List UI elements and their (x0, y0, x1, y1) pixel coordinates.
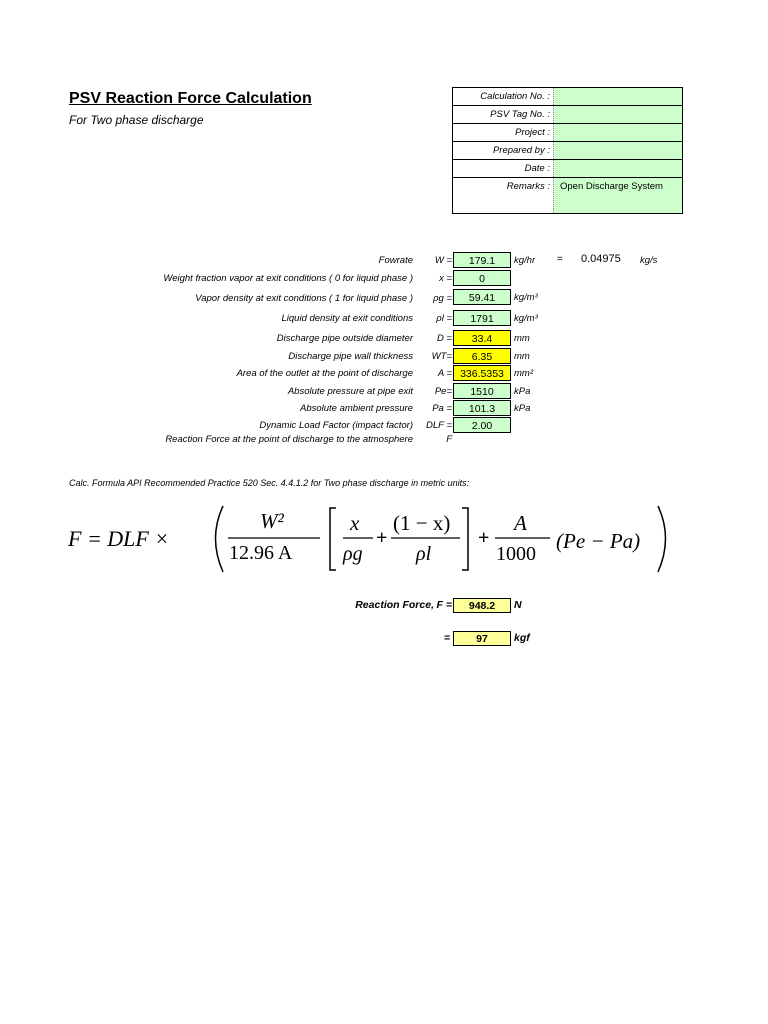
right-paren (658, 506, 666, 572)
info-row-calc-no (453, 88, 682, 106)
dlf-symbol: DLF = (426, 420, 452, 431)
denominator-1296a: 12.96 A (229, 542, 293, 564)
ambient-pressure-unit: kPa (514, 403, 531, 414)
tag-no-field[interactable] (553, 106, 682, 123)
pipe-od-label: Discharge pipe outside diameter (276, 333, 413, 344)
flowrate-label: Fowrate (378, 255, 413, 266)
plus-2: + (478, 527, 490, 549)
reaction-force-result-label: Reaction Force, (355, 599, 434, 611)
thousand: 1000 (496, 543, 536, 565)
wall-thickness-unit: mm (514, 351, 530, 362)
pipe-od-symbol: D = (436, 333, 452, 344)
vapor-fraction-symbol: x = (439, 273, 452, 284)
vapor-density-unit: kg/m³ (514, 292, 538, 303)
info-label: PSV Tag No. : (490, 109, 550, 120)
exit-pressure-label: Absolute pressure at pipe exit (287, 386, 413, 397)
liquid-density-unit: kg/m³ (514, 313, 538, 324)
equals-sign: = (557, 254, 563, 265)
reaction-force-result-symbol: F = (436, 599, 452, 611)
flowrate-unit: kg/hr (514, 255, 536, 266)
info-row-tag-no (453, 106, 682, 124)
vapor-density-symbol: ρg = (433, 293, 452, 304)
dlf-label: Dynamic Load Factor (impact factor) (259, 420, 413, 431)
vapor-density-label: Vapor density at exit conditions ( 1 for liquid phase ) (195, 293, 413, 304)
wall-thickness-input[interactable]: 6.35 (453, 348, 511, 364)
exit-pressure-unit: kPa (514, 386, 531, 397)
liquid-density-label: Liquid density at exit conditions (281, 313, 413, 324)
flowrate-symbol: W = (434, 255, 452, 266)
vapor-density-input[interactable]: 59.41 (453, 289, 511, 305)
reaction-force-n-unit: N (514, 599, 522, 611)
outlet-area-input[interactable]: 336.5353 (453, 365, 511, 381)
flowrate-converted: 0.04975 (581, 253, 621, 265)
reaction-force-n-value: 948.2 (453, 598, 511, 613)
wall-thickness-symbol: WT= (431, 351, 452, 362)
info-label: Date : (524, 163, 550, 174)
exit-pressure-input[interactable]: 1510 (453, 383, 511, 399)
info-label: Project : (515, 127, 550, 138)
reaction-force-kgf-value: 97 (453, 631, 511, 646)
numerator-w2: W² (260, 509, 284, 533)
info-row-project (453, 124, 682, 142)
info-label: Prepared by : (492, 145, 550, 156)
outlet-area-symbol: A = (437, 368, 452, 379)
remarks-field[interactable]: Open Discharge System (553, 178, 682, 213)
dlf-input[interactable]: 2.00 (453, 417, 511, 433)
info-label: Calculation No. : (480, 91, 550, 102)
ambient-pressure-symbol: Pa = (432, 403, 452, 414)
rho-l: ρl (416, 543, 432, 565)
left-paren (216, 506, 224, 572)
rho-g: ρg (343, 543, 363, 565)
liquid-density-symbol: ρl = (436, 313, 452, 324)
pipe-od-unit: mm (514, 333, 530, 344)
info-row-prepared-by (453, 142, 682, 160)
fraction-x: x (350, 511, 360, 535)
vapor-fraction-input[interactable]: 0 (453, 270, 511, 286)
flowrate-input[interactable]: 179.1 (453, 252, 511, 268)
page-title: PSV Reaction Force Calculation (69, 90, 312, 107)
outlet-area-unit: mm² (514, 368, 533, 379)
ambient-pressure-input[interactable]: 101.3 (453, 400, 511, 416)
reaction-force-kgf-unit: kgf (514, 632, 530, 644)
area-a: A (514, 511, 527, 535)
one-minus-x: (1 − x) (393, 511, 451, 535)
info-label: Remarks : (506, 181, 550, 192)
info-row-remarks (453, 178, 682, 213)
date-field[interactable] (553, 160, 682, 177)
page-subtitle: For Two phase discharge (69, 113, 204, 127)
reaction-force-symbol: F (446, 434, 452, 445)
outlet-area-label: Area of the outlet at the point of discharge (236, 368, 413, 379)
liquid-density-input[interactable]: 1791 (453, 310, 511, 326)
pressure-diff: (Pe − Pa) (556, 529, 641, 553)
reaction-force-formula (68, 498, 688, 578)
kgf-equals: = (443, 632, 450, 644)
reaction-force-label: Reaction Force at the point of discharge to the atmosphere (165, 434, 413, 445)
info-row-date (453, 160, 682, 178)
exit-pressure-symbol: Pe= (434, 386, 452, 397)
formula-lhs: F = DLF × (68, 526, 170, 551)
converted-unit: kg/s (640, 255, 658, 266)
project-field[interactable] (553, 124, 682, 141)
calc-note: Calc. Formula API Recommended Practice 520 Sec. 4.4.1.2 for Two phase discharge in metric units: (69, 478, 470, 488)
calc-no-field[interactable] (553, 88, 682, 105)
plus-1: + (376, 527, 388, 549)
prepared-by-field[interactable] (553, 142, 682, 159)
vapor-fraction-label: Weight fraction vapor at exit conditions ( 0 for liquid phase ) (163, 273, 413, 284)
info-table (452, 87, 683, 214)
pipe-od-input[interactable]: 33.4 (453, 330, 511, 346)
ambient-pressure-label: Absolute ambient pressure (299, 403, 413, 414)
wall-thickness-label: Discharge pipe wall thickness (288, 351, 413, 362)
